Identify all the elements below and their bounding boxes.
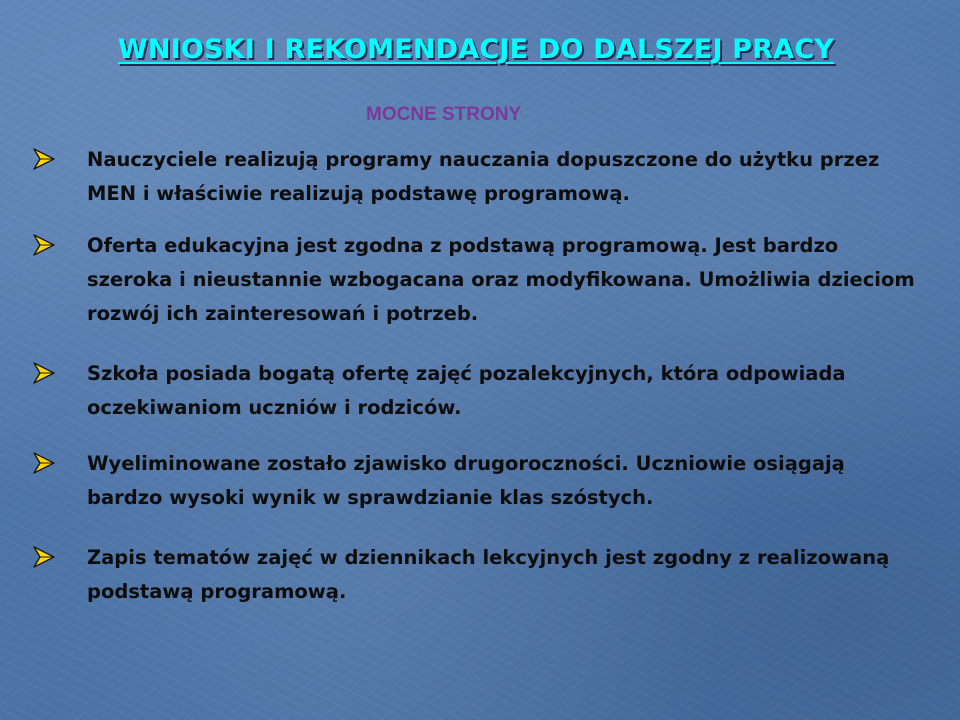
arrowhead-bullet-icon (32, 233, 56, 257)
list-item-text: Szkoła posiada bogatą ofertę zajęć pozalekcyjnych, która odpowiada oczekiwaniom uczniów i rodziców. (87, 362, 846, 419)
slide-title: WNIOSKI I REKOMENDACJE DO DALSZEJ PRACY (117, 34, 835, 65)
list-item (32, 447, 932, 517)
list-item (32, 541, 932, 611)
arrowhead-bullet-icon (32, 545, 56, 569)
list-item-text: Zapis tematów zajęć w dziennikach lekcyjnych jest zgodny z realizowaną podstawą programową. (87, 546, 890, 603)
section-subtitle: MOCNE STRONY (366, 104, 522, 125)
list-item (32, 229, 932, 333)
list-item (32, 357, 932, 427)
arrowhead-bullet-icon (32, 451, 56, 475)
list-item-text: Nauczyciele realizują programy nauczania dopuszczone do użytku przez MEN i właściwie realizują podstawę programową. (87, 148, 880, 205)
list-item-text: Wyeliminowane zostało zjawisko drugoroczności. Uczniowie osiągają bardzo wysoki wynik w sprawdzianie klas szóstych. (87, 452, 845, 509)
arrowhead-bullet-icon (32, 147, 56, 171)
list-item-text: Oferta edukacyjna jest zgodna z podstawą programową. Jest bardzo szeroka i nieustannie wzbogacana oraz modyfikowana. Umożliwia dzieciom rozwój ich zainteresowań i potrzeb. (87, 234, 915, 325)
list-item (32, 143, 932, 213)
arrowhead-bullet-icon (32, 361, 56, 385)
